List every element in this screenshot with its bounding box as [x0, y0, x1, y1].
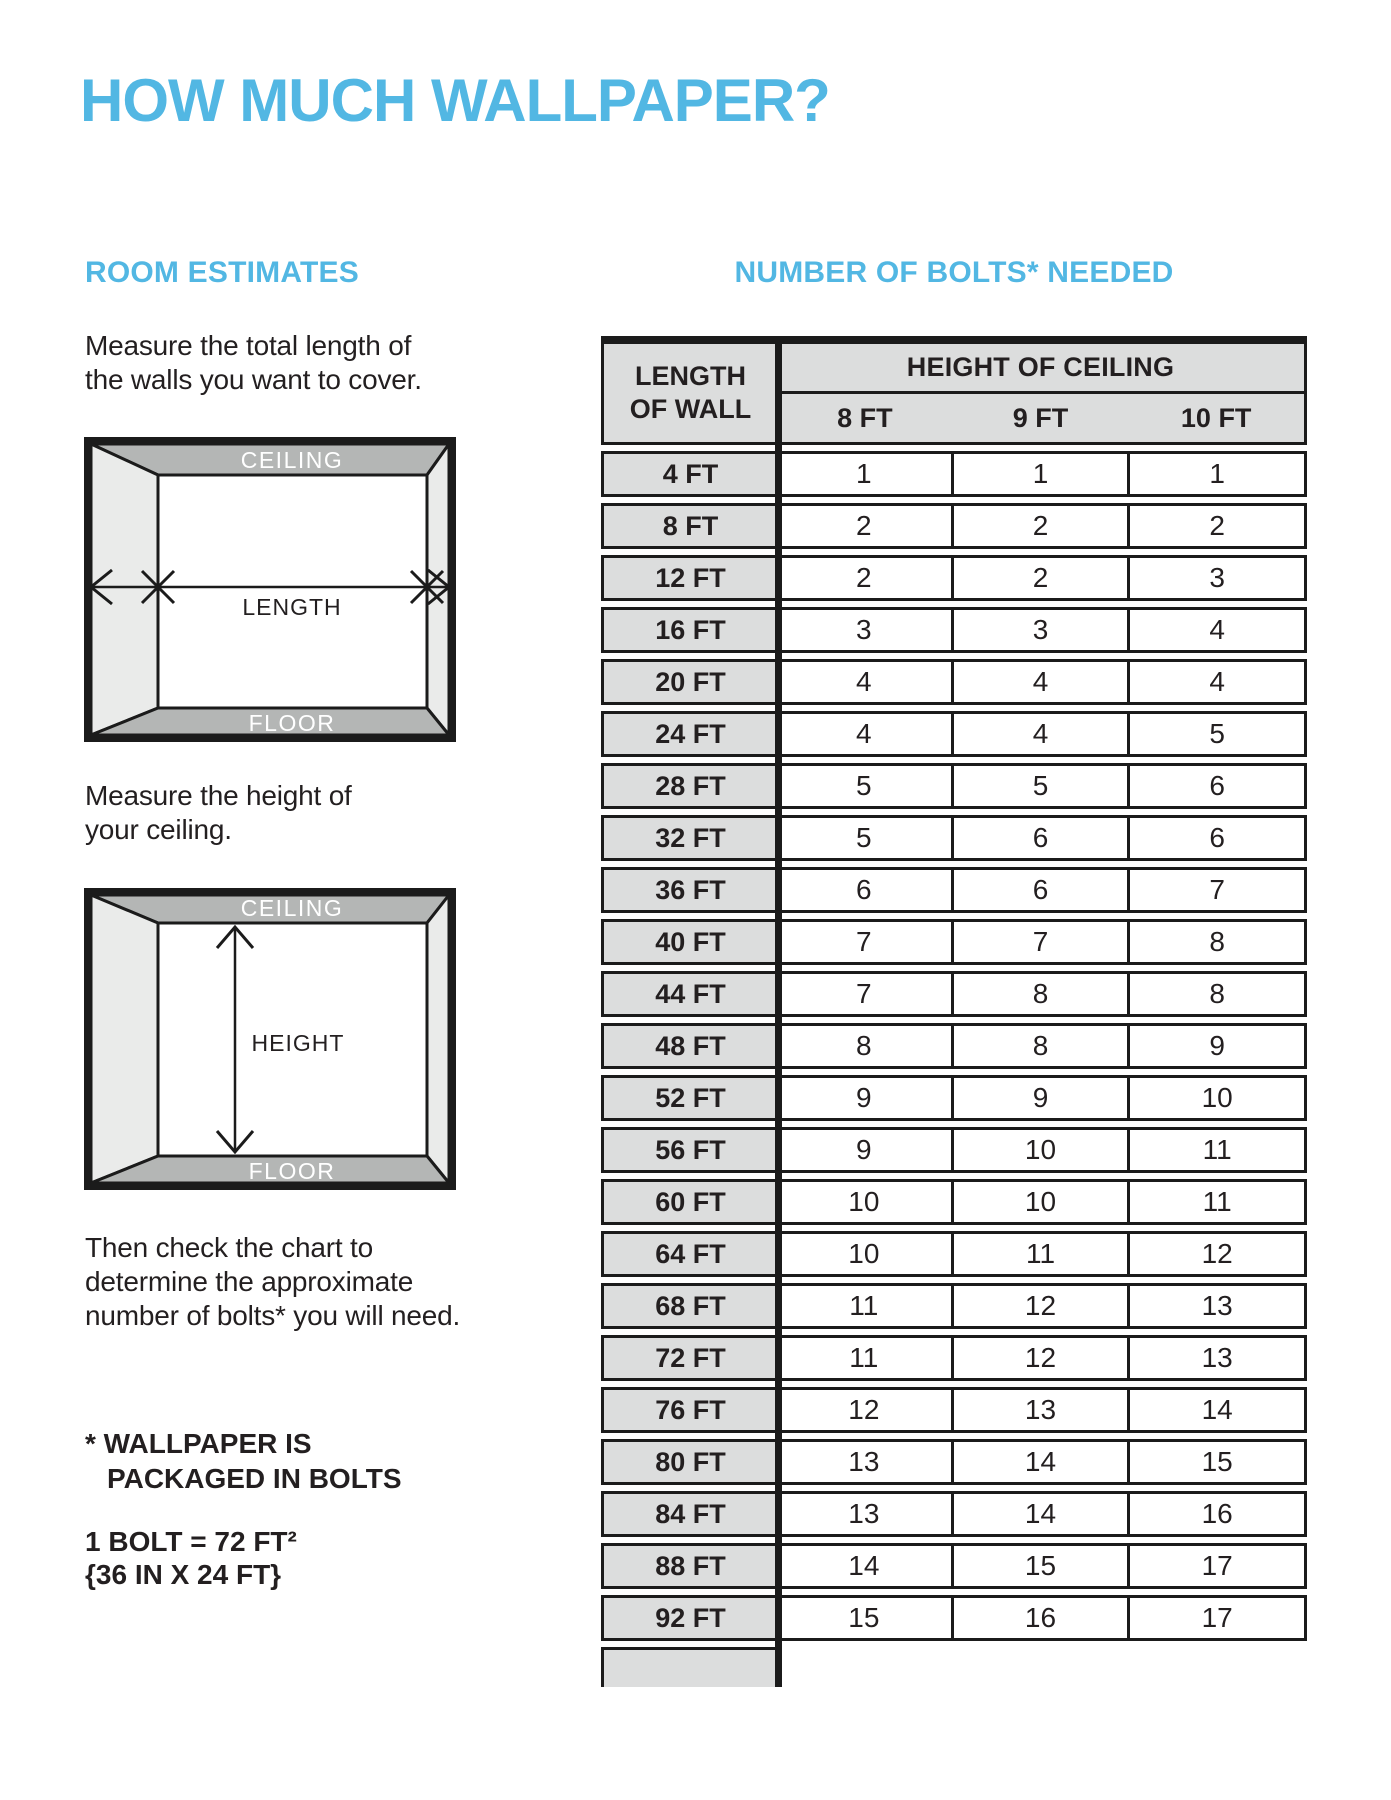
value-cell: 5: [777, 815, 954, 861]
page-title: HOW MUCH WALLPAPER?: [80, 67, 830, 134]
value-cell: 15: [954, 1543, 1131, 1589]
value-cell: 9: [954, 1075, 1131, 1121]
instruction-paragraph-height: [85, 779, 352, 847]
back-wall-plane: [158, 475, 427, 708]
table-row: [601, 867, 1307, 913]
section-heading-room-estimates: ROOM ESTIMATES: [85, 256, 359, 289]
value-cell: 7: [1130, 867, 1307, 913]
value-cell: 6: [777, 867, 954, 913]
value-cell: 13: [777, 1491, 954, 1537]
instruction-line: number of bolts* you will need.: [85, 1300, 461, 1331]
value-cell: 5: [1130, 711, 1307, 757]
value-cell: 17: [1130, 1595, 1307, 1641]
row-label-cell: 28 FT: [601, 763, 777, 809]
table-row: [601, 1283, 1307, 1329]
value-cell: 1: [954, 451, 1131, 497]
bolt-definition-line: 1 BOLT = 72 FT²: [85, 1526, 297, 1557]
value-cell: 11: [777, 1335, 954, 1381]
table-row: [601, 1127, 1307, 1173]
value-cell: 9: [777, 1075, 954, 1121]
instruction-line: Then check the chart to: [85, 1232, 374, 1263]
value-cell: 14: [954, 1439, 1131, 1485]
value-cell: 16: [1130, 1491, 1307, 1537]
value-cell: 16: [954, 1595, 1131, 1641]
bolt-definition-line: {36 IN X 24 FT}: [85, 1559, 282, 1590]
value-cell: 7: [954, 919, 1131, 965]
row-label-cell: 32 FT: [601, 815, 777, 861]
value-cell: 8: [777, 1023, 954, 1069]
value-cell: 13: [1130, 1283, 1307, 1329]
value-cell: 10: [777, 1231, 954, 1277]
value-cell: 6: [1130, 763, 1307, 809]
value-cell: 12: [954, 1283, 1131, 1329]
instruction-paragraph-chart: [85, 1231, 460, 1333]
value-cell: 4: [1130, 607, 1307, 653]
table-row: [601, 1075, 1307, 1121]
value-cell: 13: [1130, 1335, 1307, 1381]
value-cell: 3: [777, 607, 954, 653]
row-label-cell: 84 FT: [601, 1491, 777, 1537]
bolts-footnote: [85, 1426, 402, 1496]
instruction-line: the walls you want to cover.: [85, 364, 422, 395]
value-cell: 6: [954, 815, 1131, 861]
table-header: [601, 344, 1307, 445]
value-cell: 8: [954, 1023, 1131, 1069]
row-label-cell: 76 FT: [601, 1387, 777, 1433]
table-body: [601, 451, 1307, 1641]
value-cell: 1: [777, 451, 954, 497]
right-wall-plane: [427, 895, 449, 1183]
value-cell: 7: [777, 919, 954, 965]
value-cell: 14: [954, 1491, 1131, 1537]
value-cell: 1: [1130, 451, 1307, 497]
value-cell: 15: [777, 1595, 954, 1641]
value-cell: 6: [954, 867, 1131, 913]
table-row: [601, 1023, 1307, 1069]
value-cell: 2: [954, 503, 1131, 549]
value-cell: 4: [777, 659, 954, 705]
value-cell: 15: [1130, 1439, 1307, 1485]
table-row: [601, 763, 1307, 809]
table-row: [601, 1439, 1307, 1485]
row-label-cell: 4 FT: [601, 451, 777, 497]
value-cell: 13: [954, 1387, 1131, 1433]
value-cell: 2: [777, 503, 954, 549]
value-cell: 4: [777, 711, 954, 757]
instruction-line: Measure the total length of: [85, 330, 412, 361]
row-label-cell: 16 FT: [601, 607, 777, 653]
table-row: [601, 607, 1307, 653]
ceiling-label: CEILING: [240, 447, 344, 473]
value-cell: 9: [1130, 1023, 1307, 1069]
value-cell: 4: [1130, 659, 1307, 705]
row-label-cell: 36 FT: [601, 867, 777, 913]
table-row: [601, 659, 1307, 705]
wallpaper-bolts-table: [601, 336, 1307, 1687]
row-label-cell: 68 FT: [601, 1283, 777, 1329]
table-row: [601, 555, 1307, 601]
value-cell: 14: [1130, 1387, 1307, 1433]
row-label-cell: 60 FT: [601, 1179, 777, 1225]
value-cell: 17: [1130, 1543, 1307, 1589]
room-length-diagram: [84, 437, 456, 742]
value-cell: 4: [954, 711, 1131, 757]
value-cell: 5: [777, 763, 954, 809]
row-label-cell: 8 FT: [601, 503, 777, 549]
table-column-divider: [775, 344, 782, 1687]
ceiling-height-columns-row: [777, 394, 1304, 442]
row-label-cell: 92 FT: [601, 1595, 777, 1641]
row-label-cell: 24 FT: [601, 711, 777, 757]
table-row: [601, 451, 1307, 497]
value-cell: 3: [1130, 555, 1307, 601]
table-row: [601, 503, 1307, 549]
value-cell: 12: [777, 1387, 954, 1433]
table-row: [601, 1491, 1307, 1537]
table-partial-row: [601, 1647, 777, 1687]
value-cell: 11: [777, 1283, 954, 1329]
value-cell: 11: [954, 1231, 1131, 1277]
table-top-border: [601, 336, 1307, 344]
height-of-ceiling-header-cell: HEIGHT OF CEILING: [777, 344, 1304, 394]
value-cell: 11: [1130, 1127, 1307, 1173]
table-row: [601, 971, 1307, 1017]
length-label: LENGTH: [242, 594, 342, 620]
height-label: HEIGHT: [251, 1030, 345, 1056]
row-label-cell: 48 FT: [601, 1023, 777, 1069]
instruction-paragraph-length: [85, 329, 422, 397]
table-heading: NUMBER OF BOLTS* NEEDED: [734, 256, 1174, 289]
row-label-cell: 64 FT: [601, 1231, 777, 1277]
value-cell: 10: [1130, 1075, 1307, 1121]
value-cell: 6: [1130, 815, 1307, 861]
row-label-cell: 72 FT: [601, 1335, 777, 1381]
value-cell: 14: [777, 1543, 954, 1589]
value-cell: 2: [777, 555, 954, 601]
table-row: [601, 1335, 1307, 1381]
row-label-cell: 56 FT: [601, 1127, 777, 1173]
value-cell: 3: [954, 607, 1131, 653]
value-cell: 2: [954, 555, 1131, 601]
room-height-diagram: [84, 888, 456, 1190]
row-label-cell: 12 FT: [601, 555, 777, 601]
footnote-line: * WALLPAPER IS: [85, 1428, 312, 1459]
footnote-line: PACKAGED IN BOLTS: [107, 1463, 402, 1494]
value-cell: 10: [954, 1127, 1131, 1173]
row-label-cell: 44 FT: [601, 971, 777, 1017]
row-label-cell: 88 FT: [601, 1543, 777, 1589]
value-cell: 12: [954, 1335, 1131, 1381]
value-cell: 2: [1130, 503, 1307, 549]
value-cell: 13: [777, 1439, 954, 1485]
floor-label: FLOOR: [248, 710, 336, 736]
left-wall-plane: [91, 895, 158, 1183]
row-label-cell: 80 FT: [601, 1439, 777, 1485]
instruction-line: Measure the height of: [85, 780, 352, 811]
value-cell: 8: [1130, 971, 1307, 1017]
value-cell: 4: [954, 659, 1131, 705]
column-header-10ft: 10 FT: [1180, 402, 1252, 433]
ceiling-label: CEILING: [240, 895, 344, 921]
table-row: [601, 1387, 1307, 1433]
value-cell: 10: [777, 1179, 954, 1225]
column-header-9ft: 9 FT: [1012, 402, 1069, 433]
row-label-cell: 40 FT: [601, 919, 777, 965]
value-cell: 7: [777, 971, 954, 1017]
bolt-definition: [85, 1525, 297, 1591]
table-row: [601, 1179, 1307, 1225]
value-cell: 11: [1130, 1179, 1307, 1225]
table-row: [601, 711, 1307, 757]
column-header-8ft: 8 FT: [837, 402, 893, 433]
table-row: [601, 1231, 1307, 1277]
left-wall-plane: [91, 444, 158, 735]
floor-label: FLOOR: [248, 1158, 336, 1184]
value-cell: 8: [1130, 919, 1307, 965]
row-label-cell: 20 FT: [601, 659, 777, 705]
table-row: [601, 1543, 1307, 1589]
value-cell: 9: [777, 1127, 954, 1173]
instruction-line: your ceiling.: [85, 814, 232, 845]
length-of-wall-header-cell: [601, 344, 777, 445]
value-cell: 8: [954, 971, 1131, 1017]
table-row: [601, 815, 1307, 861]
table-row: [601, 919, 1307, 965]
value-cell: 5: [954, 763, 1131, 809]
value-cell: 10: [954, 1179, 1131, 1225]
value-cell: 12: [1130, 1231, 1307, 1277]
instruction-line: determine the approximate: [85, 1266, 414, 1297]
row-label-cell: 52 FT: [601, 1075, 777, 1121]
height-of-ceiling-header-group: [777, 344, 1307, 445]
header-line: LENGTH: [635, 361, 746, 391]
table-row: [601, 1595, 1307, 1641]
header-line: OF WALL: [629, 394, 752, 424]
